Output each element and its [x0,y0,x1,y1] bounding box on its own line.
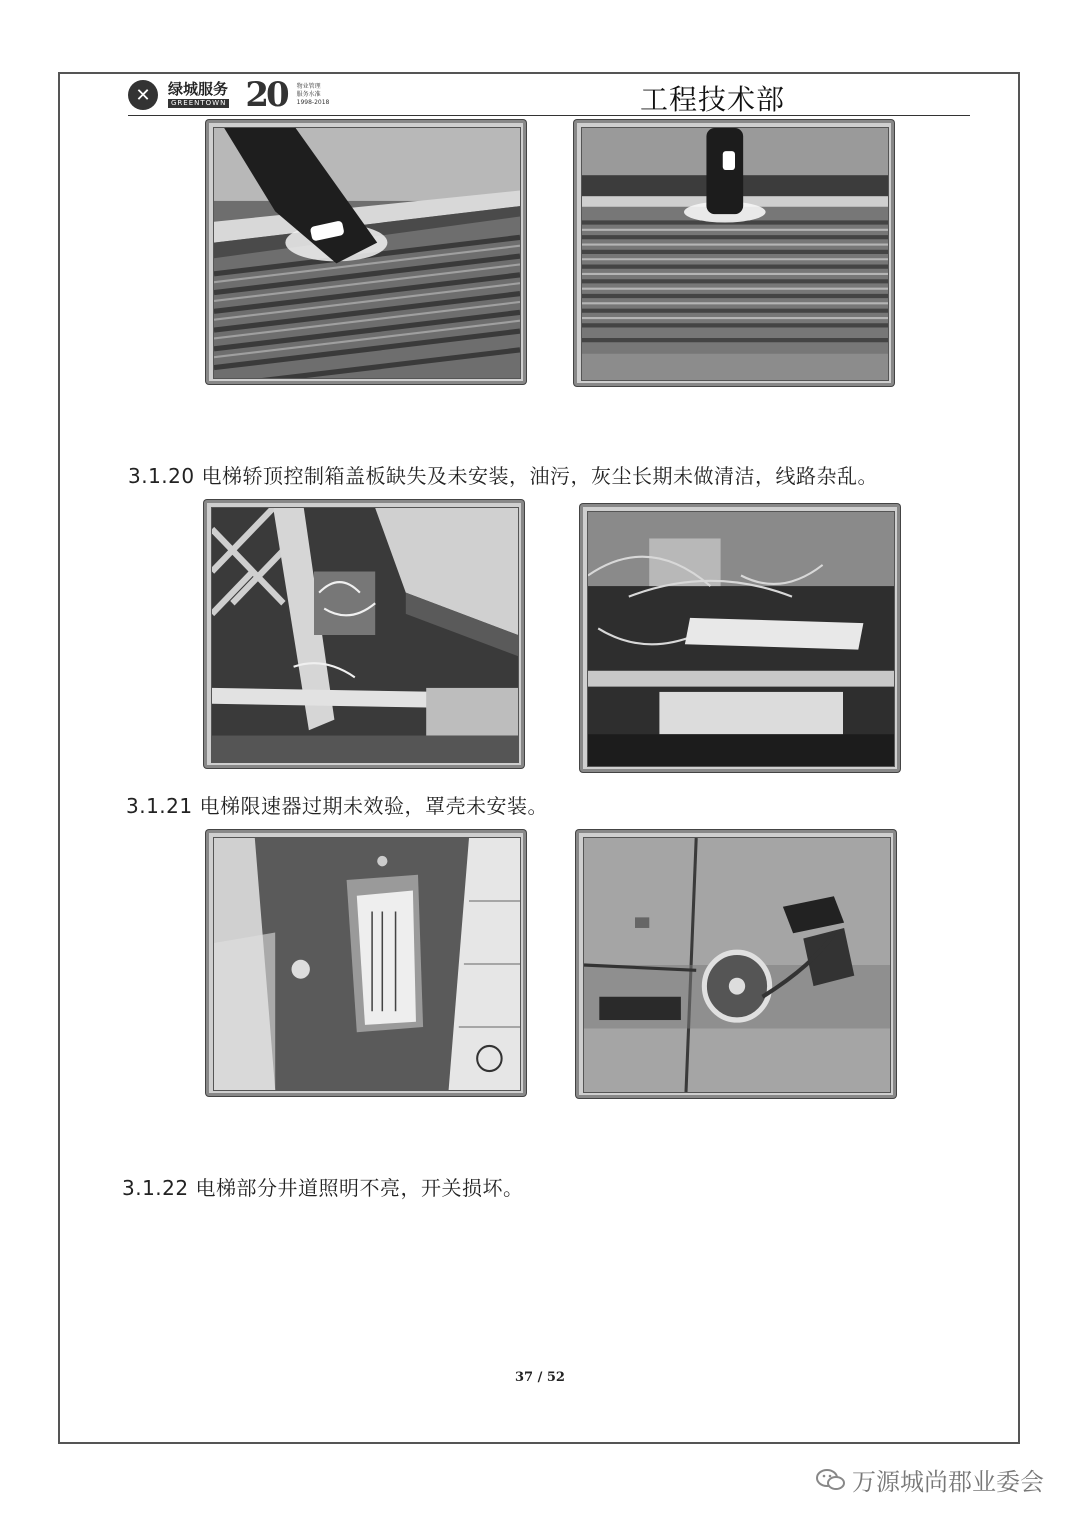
wechat-icon [816,1468,846,1492]
watermark-text: 万源城尚郡业委会 [852,1468,1044,1496]
governor-photo-image [584,838,890,1092]
section-heading-3-1-21: 3.1.21 电梯限速器过期未效验，罩壳未安装。 [126,794,548,818]
anniversary-line-2: 服务水准 [296,91,321,98]
anniversary-line-3: 1998-2018 [296,99,330,106]
track-photo-image [582,128,888,380]
section-heading-3-1-20: 3.1.20 电梯轿顶控制箱盖板缺失及未安装，油污，灰尘长期未做清洁，线路杂乱。 [128,464,878,488]
photo-control-box-right [580,504,900,772]
photo-governor-label [206,830,526,1096]
photo-control-box-left [204,500,524,768]
anniversary-mark: 20 [245,75,287,115]
watermark [816,1462,1044,1497]
photo-track-left [206,120,526,384]
anniversary-text [297,83,330,107]
photo-track-right [574,120,894,386]
page-number: 37 / 52 [515,1370,565,1385]
header-divider [128,115,970,116]
section-heading-3-1-22: 3.1.22 电梯部分井道照明不亮，开关损坏。 [122,1176,524,1200]
photo-governor [576,830,896,1098]
governor-label-photo-image [214,838,520,1090]
track-photo-image [214,128,520,378]
control-box-photo-image [212,508,518,762]
logo-text [168,82,229,108]
company-logo [128,75,330,115]
control-box-photo-image [588,512,894,766]
logo-english-name: GREENTOWN [168,99,229,108]
anniversary-line-1: 物业管理 [296,83,321,90]
greentown-logo-icon: ✕ [128,80,158,110]
logo-chinese-name: 绿城服务 [168,80,229,98]
page-title: 工程技术部 [640,83,786,116]
